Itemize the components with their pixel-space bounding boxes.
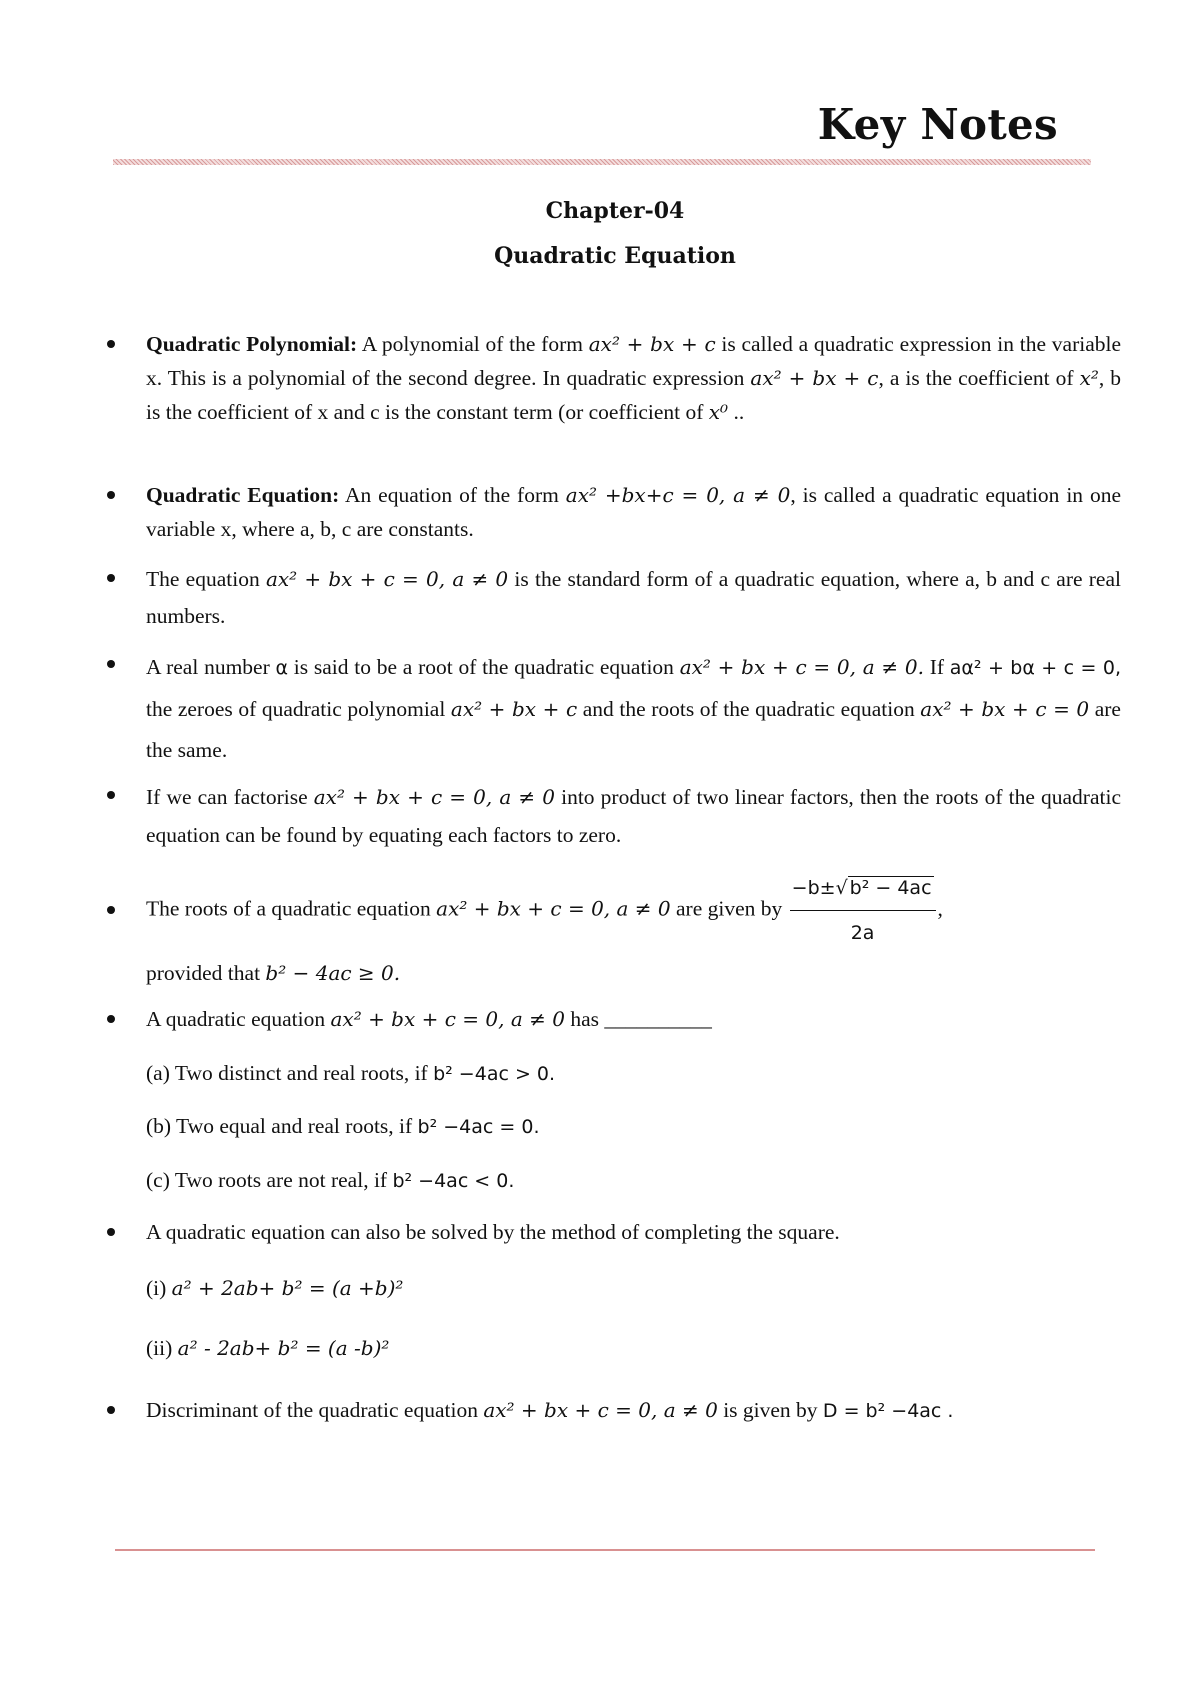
note-text: , a is the coefficient of — [878, 366, 1080, 390]
math-expression: ax² + bx + c = 0, a ≠ 0 — [436, 896, 671, 921]
math-expression: ax² + bx + c — [588, 332, 716, 356]
condition-no-real-roots — [146, 1163, 514, 1198]
note-text: A polynomial of the form — [357, 332, 589, 356]
math-expression: D = b² −4ac . — [822, 1400, 954, 1422]
bullet-icon — [107, 1228, 115, 1236]
bullet-icon — [107, 906, 115, 914]
math-expression: ax² + bx + c = 0 — [920, 697, 1090, 721]
note-text: is called a quadratic expression in the variable x. This is a polynomial of the second degree. In quadratic expression — [146, 332, 1122, 390]
math-expression: ax² + bx + c — [450, 697, 578, 721]
math-expression: ax² + bx + c = 0, a ≠ 0 — [313, 785, 555, 809]
radicand: b² − 4ac — [849, 877, 932, 899]
note-root-definition — [146, 647, 1121, 771]
note-text: into product of two linear factors, then the roots of the quadratic equation can be found by equating each factors to zero. — [146, 785, 1121, 847]
fraction-numerator: −b±√ b² − 4ac — [790, 868, 936, 911]
chapter-number: Chapter-04 — [545, 198, 685, 224]
note-completing-square — [146, 1215, 1121, 1249]
note-text: provided that — [146, 961, 266, 985]
note-text: is given by — [717, 1398, 823, 1422]
note-text: Discriminant of the quadratic equation — [146, 1398, 484, 1422]
bullet-icon — [107, 791, 115, 799]
math-expression: a² + 2ab+ b² = (a +b)² — [171, 1276, 404, 1300]
note-text: A quadratic equation — [146, 1007, 331, 1031]
math-expression: x⁰ — [708, 400, 729, 424]
header-divider — [113, 159, 1091, 165]
math-expression: ax² + bx + c — [750, 366, 879, 390]
identity-square-difference — [146, 1331, 389, 1365]
chapter-title: Quadratic Equation — [494, 243, 736, 269]
note-text: are the same. — [146, 697, 1121, 762]
note-text: , — [937, 896, 943, 921]
math-expression: b² −4ac < 0. — [392, 1170, 515, 1192]
note-text: The roots of a quadratic equation — [146, 896, 437, 921]
note-nature-of-roots — [146, 1002, 1121, 1036]
math-expression: α — [275, 657, 289, 679]
bullet-icon — [107, 1015, 115, 1023]
bullet-icon — [107, 491, 115, 499]
note-standard-form — [146, 561, 1121, 635]
note-text: the zeroes of quadratic polynomial — [146, 697, 451, 721]
note-text: are given by — [670, 896, 788, 921]
note-text: and the roots of the quadratic equation — [577, 697, 921, 721]
fraction-denominator: 2a — [850, 922, 875, 944]
quadratic-formula-fraction — [790, 868, 936, 953]
note-text: is said to be a root of the quadratic equation — [288, 655, 680, 679]
note-text: A quadratic equation can also be solved by the method of completing the square. — [146, 1220, 840, 1244]
condition-text: (a) Two distinct and real roots, if — [146, 1061, 434, 1085]
math-expression: a² - 2ab+ b² = (a -b)² — [177, 1336, 390, 1360]
math-expression: b² −4ac = 0. — [417, 1116, 540, 1138]
condition-distinct-roots — [146, 1056, 555, 1091]
note-lead: Quadratic Equation: — [146, 483, 340, 507]
bullet-icon — [107, 574, 115, 582]
note-text: An equation of the form — [339, 483, 566, 507]
math-expression: ax² + bx + c = 0, a ≠ 0 — [330, 1007, 565, 1031]
math-expression: b² −4ac > 0. — [433, 1063, 556, 1085]
note-text: If we can factorise — [146, 785, 314, 809]
identity-square-sum — [146, 1271, 403, 1305]
note-text: has __________ — [564, 1007, 712, 1031]
header-title: Key Notes — [817, 100, 1058, 149]
identity-label: (i) — [146, 1276, 172, 1300]
math-expression: ax² +bx+c = 0, a ≠ 0 — [565, 483, 791, 507]
math-expression: b² − 4ac ≥ 0. — [265, 961, 401, 985]
note-text: If — [923, 655, 950, 679]
note-factorisation — [146, 778, 1121, 854]
note-lead: Quadratic Polynomial: — [146, 332, 358, 356]
condition-text: (c) Two roots are not real, if — [146, 1168, 393, 1192]
note-text: , is called a quadratic equation in one variable x, where a, b, c are constants. — [146, 483, 1121, 541]
numerator-prefix: −b± — [791, 877, 836, 899]
note-quadratic-equation — [146, 478, 1121, 546]
math-expression: ax² + bx + c = 0, a ≠ 0 — [483, 1398, 718, 1422]
note-text: , b is the coefficient of x and c is the constant term (or coefficient of — [146, 366, 1122, 424]
math-expression: x² — [1079, 366, 1099, 390]
condition-equal-roots — [146, 1109, 540, 1144]
footer-divider — [115, 1549, 1095, 1551]
math-expression: aα² + bα + c = 0, — [949, 657, 1121, 679]
condition-text: (b) Two equal and real roots, if — [146, 1114, 418, 1138]
bullet-icon — [107, 660, 115, 668]
bullet-icon — [107, 1406, 115, 1414]
identity-label: (ii) — [146, 1336, 178, 1360]
note-text: is the standard form of a quadratic equation, where a, b and c are real numbers. — [146, 567, 1121, 628]
math-expression: ax² + bx + c = 0, a ≠ 0. — [679, 655, 924, 679]
note-text: .. — [728, 400, 745, 424]
note-quadratic-formula — [146, 868, 1121, 993]
note-discriminant — [146, 1393, 1121, 1428]
math-expression: ax² + bx + c = 0, a ≠ 0 — [265, 567, 509, 591]
bullet-icon — [107, 340, 115, 348]
note-quadratic-polynomial — [146, 327, 1121, 429]
note-text: A real number — [146, 655, 276, 679]
note-text: The equation — [146, 567, 266, 591]
